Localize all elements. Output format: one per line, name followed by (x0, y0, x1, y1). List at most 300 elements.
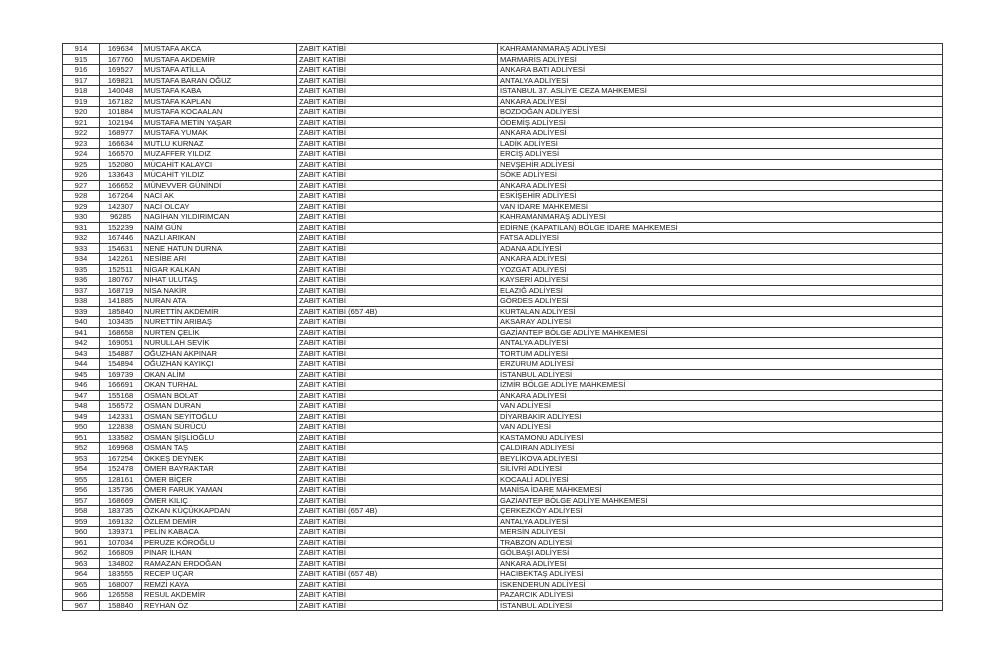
court-cell: HACIBEKTAŞ ADLİYESİ (498, 569, 943, 580)
full-name-cell: NAGİHAN YILDIRIMCAN (142, 212, 297, 223)
job-title-cell: ZABIT KATİBİ (297, 107, 498, 118)
court-cell: ÇERKEZKÖY ADLİYESİ (498, 506, 943, 517)
job-title-cell: ZABIT KATİBİ (297, 243, 498, 254)
row-number-cell: 943 (63, 348, 100, 359)
full-name-cell: ÖMER BİÇER (142, 474, 297, 485)
registry-number-cell: 169739 (100, 369, 142, 380)
row-number-cell: 957 (63, 495, 100, 506)
full-name-cell: NURAN ATA (142, 296, 297, 307)
court-cell: ELAZIĞ ADLİYESİ (498, 285, 943, 296)
job-title-cell: ZABIT KATİBİ (297, 474, 498, 485)
job-title-cell: ZABIT KATİBİ (297, 464, 498, 475)
full-name-cell: MUSTAFA ATİLLA (142, 65, 297, 76)
table-row (63, 401, 943, 412)
job-title-cell: ZABIT KATİBİ (297, 411, 498, 422)
court-cell: NEVŞEHİR ADLİYESİ (498, 159, 943, 170)
table-row (63, 138, 943, 149)
full-name-cell: OĞUZHAN KAYIKÇI (142, 359, 297, 370)
court-cell: ANTALYA ADLİYESİ (498, 75, 943, 86)
full-name-cell: OKAN ALİM (142, 369, 297, 380)
registry-number-cell: 103435 (100, 317, 142, 328)
job-title-cell: ZABIT KATİBİ (297, 75, 498, 86)
table-row (63, 464, 943, 475)
registry-number-cell: 152080 (100, 159, 142, 170)
court-cell: ANKARA ADLİYESİ (498, 180, 943, 191)
table-row (63, 443, 943, 454)
registry-number-cell: 169634 (100, 44, 142, 55)
job-title-cell: ZABIT KATİBİ (297, 138, 498, 149)
table-row (63, 422, 943, 433)
court-cell: MARMARİS ADLİYESİ (498, 54, 943, 65)
job-title-cell: ZABIT KATİBİ (297, 222, 498, 233)
full-name-cell: MUTLU KURNAZ (142, 138, 297, 149)
table-row (63, 117, 943, 128)
registry-number-cell: 152478 (100, 464, 142, 475)
job-title-cell: ZABIT KATİBİ (297, 527, 498, 538)
full-name-cell: NACİ AK (142, 191, 297, 202)
table-row (63, 201, 943, 212)
court-cell: İSTANBUL ADLİYESİ (498, 600, 943, 611)
table-row (63, 359, 943, 370)
job-title-cell: ZABIT KATİBİ (297, 390, 498, 401)
row-number-cell: 937 (63, 285, 100, 296)
registry-number-cell: 183735 (100, 506, 142, 517)
registry-number-cell: 167254 (100, 453, 142, 464)
full-name-cell: MUSTAFA YUMAK (142, 128, 297, 139)
row-number-cell: 920 (63, 107, 100, 118)
table-row (63, 233, 943, 244)
registry-number-cell: 166634 (100, 138, 142, 149)
job-title-cell: ZABIT KATİBİ (297, 149, 498, 160)
table-row (63, 285, 943, 296)
full-name-cell: PELİN KABACA (142, 527, 297, 538)
court-cell: ÇALDIRAN ADLİYESİ (498, 443, 943, 454)
registry-number-cell: 142307 (100, 201, 142, 212)
registry-number-cell: 155168 (100, 390, 142, 401)
full-name-cell: ÖMER FARUK YAMAN (142, 485, 297, 496)
row-number-cell: 926 (63, 170, 100, 181)
court-cell: İSTANBUL 37. ASLİYE CEZA MAHKEMESİ (498, 86, 943, 97)
job-title-cell: ZABIT KATİBİ (297, 600, 498, 611)
court-cell: VAN ADLİYESİ (498, 401, 943, 412)
row-number-cell: 933 (63, 243, 100, 254)
table-row (63, 44, 943, 55)
registry-number-cell: 166691 (100, 380, 142, 391)
court-cell: YOZGAT ADLİYESİ (498, 264, 943, 275)
full-name-cell: ÖMER BAYRAKTAR (142, 464, 297, 475)
table-row (63, 579, 943, 590)
job-title-cell: ZABIT KATİBİ (297, 590, 498, 601)
job-title-cell: ZABIT KATİBİ (297, 296, 498, 307)
table-row (63, 243, 943, 254)
court-cell: ANTALYA ADLİYESİ (498, 338, 943, 349)
table-row (63, 306, 943, 317)
job-title-cell: ZABIT KATİBİ (297, 117, 498, 128)
job-title-cell: ZABIT KATİBİ (297, 191, 498, 202)
job-title-cell: ZABIT KATİBİ (297, 65, 498, 76)
registry-number-cell: 168658 (100, 327, 142, 338)
job-title-cell: ZABIT KATİBİ (297, 443, 498, 454)
job-title-cell: ZABIT KATİBİ (297, 159, 498, 170)
table-row (63, 485, 943, 496)
row-number-cell: 951 (63, 432, 100, 443)
registry-number-cell: 133643 (100, 170, 142, 181)
registry-number-cell: 166809 (100, 548, 142, 559)
full-name-cell: OKAN TURHAL (142, 380, 297, 391)
table-row (63, 54, 943, 65)
row-number-cell: 930 (63, 212, 100, 223)
court-cell: ANKARA BATI ADLİYESİ (498, 65, 943, 76)
court-cell: KURTALAN ADLİYESİ (498, 306, 943, 317)
row-number-cell: 953 (63, 453, 100, 464)
registry-number-cell: 142261 (100, 254, 142, 265)
job-title-cell: ZABIT KATİBİ (297, 44, 498, 55)
registry-number-cell: 167264 (100, 191, 142, 202)
job-title-cell: ZABIT KATİBİ (297, 453, 498, 464)
personnel-table (62, 43, 943, 611)
registry-number-cell: 169527 (100, 65, 142, 76)
job-title-cell: ZABIT KATİBİ (297, 338, 498, 349)
table-row (63, 327, 943, 338)
job-title-cell: ZABIT KATİBİ (297, 558, 498, 569)
court-cell: İZMİR BÖLGE ADLİYE MAHKEMESİ (498, 380, 943, 391)
job-title-cell: ZABIT KATİBİ (297, 495, 498, 506)
registry-number-cell: 140048 (100, 86, 142, 97)
job-title-cell: ZABIT KATİBİ (297, 422, 498, 433)
table-row (63, 96, 943, 107)
full-name-cell: ÖMER KILIÇ (142, 495, 297, 506)
job-title-cell: ZABIT KATİBİ (297, 275, 498, 286)
job-title-cell: ZABIT KATİBİ (297, 317, 498, 328)
row-number-cell: 916 (63, 65, 100, 76)
full-name-cell: NİHAT ULUTAŞ (142, 275, 297, 286)
registry-number-cell: 154894 (100, 359, 142, 370)
court-cell: GÖLBAŞI ADLİYESİ (498, 548, 943, 559)
row-number-cell: 952 (63, 443, 100, 454)
court-cell: ANKARA ADLİYESİ (498, 558, 943, 569)
table-row (63, 495, 943, 506)
full-name-cell: REYHAN ÖZ (142, 600, 297, 611)
job-title-cell: ZABIT KATİBİ (657 4B) (297, 306, 498, 317)
table-row (63, 191, 943, 202)
registry-number-cell: 169051 (100, 338, 142, 349)
registry-number-cell: 156572 (100, 401, 142, 412)
row-number-cell: 922 (63, 128, 100, 139)
registry-number-cell: 168977 (100, 128, 142, 139)
full-name-cell: MUSTAFA KOCAALAN (142, 107, 297, 118)
row-number-cell: 940 (63, 317, 100, 328)
table-row (63, 317, 943, 328)
table-row (63, 453, 943, 464)
court-cell: PAZARCIK ADLİYESİ (498, 590, 943, 601)
table-row (63, 506, 943, 517)
court-cell: KOCAALİ ADLİYESİ (498, 474, 943, 485)
job-title-cell: ZABIT KATİBİ (297, 212, 498, 223)
table-row (63, 390, 943, 401)
table-row (63, 516, 943, 527)
registry-number-cell: 139371 (100, 527, 142, 538)
table-row (63, 65, 943, 76)
table-row (63, 222, 943, 233)
row-number-cell: 958 (63, 506, 100, 517)
registry-number-cell: 169968 (100, 443, 142, 454)
table-row (63, 369, 943, 380)
job-title-cell: ZABIT KATİBİ (297, 369, 498, 380)
row-number-cell: 967 (63, 600, 100, 611)
table-row (63, 527, 943, 538)
court-cell: EDİRNE (KAPATILAN) BÖLGE İDARE MAHKEMESİ (498, 222, 943, 233)
registry-number-cell: 168719 (100, 285, 142, 296)
row-number-cell: 949 (63, 411, 100, 422)
registry-number-cell: 183555 (100, 569, 142, 580)
row-number-cell: 961 (63, 537, 100, 548)
registry-number-cell: 135736 (100, 485, 142, 496)
court-cell: KAHRAMANMARAŞ ADLİYESİ (498, 44, 943, 55)
registry-number-cell: 107034 (100, 537, 142, 548)
row-number-cell: 918 (63, 86, 100, 97)
job-title-cell: ZABIT KATİBİ (297, 233, 498, 244)
registry-number-cell: 185840 (100, 306, 142, 317)
row-number-cell: 914 (63, 44, 100, 55)
court-cell: VAN İDARE MAHKEMESİ (498, 201, 943, 212)
table-row (63, 275, 943, 286)
registry-number-cell: 168007 (100, 579, 142, 590)
job-title-cell: ZABIT KATİBİ (657 4B) (297, 506, 498, 517)
full-name-cell: ÖZKAN KÜÇÜKKAPDAN (142, 506, 297, 517)
row-number-cell: 942 (63, 338, 100, 349)
table-row (63, 338, 943, 349)
full-name-cell: ÖZLEM DEMİR (142, 516, 297, 527)
job-title-cell: ZABIT KATİBİ (297, 485, 498, 496)
full-name-cell: NESİBE ARI (142, 254, 297, 265)
row-number-cell: 945 (63, 369, 100, 380)
job-title-cell: ZABIT KATİBİ (297, 401, 498, 412)
table-row (63, 474, 943, 485)
registry-number-cell: 134802 (100, 558, 142, 569)
table-row (63, 411, 943, 422)
registry-number-cell: 154887 (100, 348, 142, 359)
court-cell: TRABZON ADLİYESİ (498, 537, 943, 548)
full-name-cell: NAİM GÜN (142, 222, 297, 233)
row-number-cell: 944 (63, 359, 100, 370)
job-title-cell: ZABIT KATİBİ (297, 348, 498, 359)
table-row (63, 128, 943, 139)
court-cell: SİLİVRİ ADLİYESİ (498, 464, 943, 475)
job-title-cell: ZABIT KATİBİ (297, 170, 498, 181)
row-number-cell: 931 (63, 222, 100, 233)
job-title-cell: ZABIT KATİBİ (297, 180, 498, 191)
row-number-cell: 929 (63, 201, 100, 212)
full-name-cell: ÖKKEŞ DEYNEK (142, 453, 297, 464)
court-cell: ERZURUM ADLİYESİ (498, 359, 943, 370)
court-cell: ANTALYA ADLİYESİ (498, 516, 943, 527)
registry-number-cell: 152239 (100, 222, 142, 233)
row-number-cell: 955 (63, 474, 100, 485)
table-row (63, 264, 943, 275)
court-cell: LADİK ADLİYESİ (498, 138, 943, 149)
court-cell: ANKARA ADLİYESİ (498, 128, 943, 139)
court-cell: GAZİANTEP BÖLGE ADLİYE MAHKEMESİ (498, 327, 943, 338)
job-title-cell: ZABIT KATİBİ (297, 327, 498, 338)
registry-number-cell: 169132 (100, 516, 142, 527)
registry-number-cell: 180767 (100, 275, 142, 286)
job-title-cell: ZABIT KATİBİ (297, 54, 498, 65)
registry-number-cell: 101884 (100, 107, 142, 118)
registry-number-cell: 167182 (100, 96, 142, 107)
full-name-cell: OSMAN ŞİŞLİOĞLU (142, 432, 297, 443)
row-number-cell: 941 (63, 327, 100, 338)
row-number-cell: 966 (63, 590, 100, 601)
registry-number-cell: 166652 (100, 180, 142, 191)
court-cell: İSKENDERUN ADLİYESİ (498, 579, 943, 590)
row-number-cell: 946 (63, 380, 100, 391)
row-number-cell: 924 (63, 149, 100, 160)
row-number-cell: 921 (63, 117, 100, 128)
job-title-cell: ZABIT KATİBİ (297, 380, 498, 391)
row-number-cell: 963 (63, 558, 100, 569)
court-cell: VAN ADLİYESİ (498, 422, 943, 433)
row-number-cell: 962 (63, 548, 100, 559)
full-name-cell: OSMAN DURAN (142, 401, 297, 412)
job-title-cell: ZABIT KATİBİ (297, 86, 498, 97)
table-row (63, 149, 943, 160)
row-number-cell: 965 (63, 579, 100, 590)
row-number-cell: 938 (63, 296, 100, 307)
registry-number-cell: 167760 (100, 54, 142, 65)
registry-number-cell: 167446 (100, 233, 142, 244)
row-number-cell: 960 (63, 527, 100, 538)
table-row (63, 558, 943, 569)
row-number-cell: 917 (63, 75, 100, 86)
table-row (63, 75, 943, 86)
full-name-cell: MUSTAFA AKDEMİR (142, 54, 297, 65)
row-number-cell: 947 (63, 390, 100, 401)
full-name-cell: NACİ OLCAY (142, 201, 297, 212)
full-name-cell: NİGAR KALKAN (142, 264, 297, 275)
full-name-cell: OSMAN SÜRÜCÜ (142, 422, 297, 433)
full-name-cell: NURETTİN AKDEMİR (142, 306, 297, 317)
full-name-cell: MÜNEVVER GÜNİNDİ (142, 180, 297, 191)
job-title-cell: ZABIT KATİBİ (297, 264, 498, 275)
registry-number-cell: 141885 (100, 296, 142, 307)
full-name-cell: NAZLI ARIKAN (142, 233, 297, 244)
job-title-cell: ZABIT KATİBİ (297, 96, 498, 107)
table-row (63, 548, 943, 559)
row-number-cell: 964 (63, 569, 100, 580)
court-cell: KASTAMONU ADLİYESİ (498, 432, 943, 443)
table-row (63, 86, 943, 97)
court-cell: FATSA ADLİYESİ (498, 233, 943, 244)
job-title-cell: ZABIT KATİBİ (297, 285, 498, 296)
row-number-cell: 923 (63, 138, 100, 149)
row-number-cell: 956 (63, 485, 100, 496)
row-number-cell: 928 (63, 191, 100, 202)
table-row (63, 600, 943, 611)
full-name-cell: NURETTİN ARIBAŞ (142, 317, 297, 328)
table-row (63, 348, 943, 359)
court-cell: KAYSERİ ADLİYESİ (498, 275, 943, 286)
registry-number-cell: 152511 (100, 264, 142, 275)
full-name-cell: NİSA NAKİR (142, 285, 297, 296)
court-cell: BEYLİKOVA ADLİYESİ (498, 453, 943, 464)
court-cell: ANKARA ADLİYESİ (498, 96, 943, 107)
court-cell: TORTUM ADLİYESİ (498, 348, 943, 359)
table-row (63, 170, 943, 181)
row-number-cell: 959 (63, 516, 100, 527)
full-name-cell: RECEP UÇAR (142, 569, 297, 580)
full-name-cell: MUSTAFA AKCA (142, 44, 297, 55)
row-number-cell: 932 (63, 233, 100, 244)
court-cell: ANKARA ADLİYESİ (498, 254, 943, 265)
court-cell: BOZDOĞAN ADLİYESİ (498, 107, 943, 118)
registry-number-cell: 133582 (100, 432, 142, 443)
table-row (63, 537, 943, 548)
court-cell: İSTANBUL ADLİYESİ (498, 369, 943, 380)
registry-number-cell: 154631 (100, 243, 142, 254)
full-name-cell: MÜCAHİT KALAYCI (142, 159, 297, 170)
court-cell: AKSARAY ADLİYESİ (498, 317, 943, 328)
table-row (63, 212, 943, 223)
court-cell: GÖRDES ADLİYESİ (498, 296, 943, 307)
row-number-cell: 935 (63, 264, 100, 275)
table-row (63, 159, 943, 170)
registry-number-cell: 169821 (100, 75, 142, 86)
job-title-cell: ZABIT KATİBİ (297, 548, 498, 559)
full-name-cell: MÜCAHİT YILDIZ (142, 170, 297, 181)
job-title-cell: ZABIT KATİBİ (297, 579, 498, 590)
full-name-cell: MUZAFFER YILDIZ (142, 149, 297, 160)
registry-number-cell: 142331 (100, 411, 142, 422)
full-name-cell: MUSTAFA KAPLAN (142, 96, 297, 107)
full-name-cell: MUSTAFA BARAN OĞUZ (142, 75, 297, 86)
full-name-cell: PERUZE KÖROĞLU (142, 537, 297, 548)
job-title-cell: ZABIT KATİBİ (297, 516, 498, 527)
full-name-cell: RAMAZAN ERDOĞAN (142, 558, 297, 569)
registry-number-cell: 158840 (100, 600, 142, 611)
full-name-cell: NENE HATUN DURNA (142, 243, 297, 254)
row-number-cell: 936 (63, 275, 100, 286)
registry-number-cell: 128161 (100, 474, 142, 485)
registry-number-cell: 122838 (100, 422, 142, 433)
court-cell: KAHRAMANMARAŞ ADLİYESİ (498, 212, 943, 223)
job-title-cell: ZABIT KATİBİ (297, 432, 498, 443)
table-row (63, 107, 943, 118)
court-cell: ESKİŞEHİR ADLİYESİ (498, 191, 943, 202)
registry-number-cell: 96285 (100, 212, 142, 223)
job-title-cell: ZABIT KATİBİ (297, 128, 498, 139)
table-row (63, 569, 943, 580)
registry-number-cell: 126558 (100, 590, 142, 601)
full-name-cell: MUSTAFA METİN YAŞAR (142, 117, 297, 128)
court-cell: SÖKE ADLİYESİ (498, 170, 943, 181)
job-title-cell: ZABIT KATİBİ (657 4B) (297, 569, 498, 580)
full-name-cell: OSMAN SEYİTOĞLU (142, 411, 297, 422)
court-cell: ANKARA ADLİYESİ (498, 390, 943, 401)
row-number-cell: 934 (63, 254, 100, 265)
table-row (63, 590, 943, 601)
row-number-cell: 948 (63, 401, 100, 412)
table-row (63, 296, 943, 307)
row-number-cell: 927 (63, 180, 100, 191)
job-title-cell: ZABIT KATİBİ (297, 359, 498, 370)
court-cell: MANİSA İDARE MAHKEMESİ (498, 485, 943, 496)
full-name-cell: MUSTAFA KABA (142, 86, 297, 97)
registry-number-cell: 168669 (100, 495, 142, 506)
registry-number-cell: 166570 (100, 149, 142, 160)
row-number-cell: 919 (63, 96, 100, 107)
full-name-cell: OĞUZHAN AKPINAR (142, 348, 297, 359)
court-cell: MERSİN ADLİYESİ (498, 527, 943, 538)
